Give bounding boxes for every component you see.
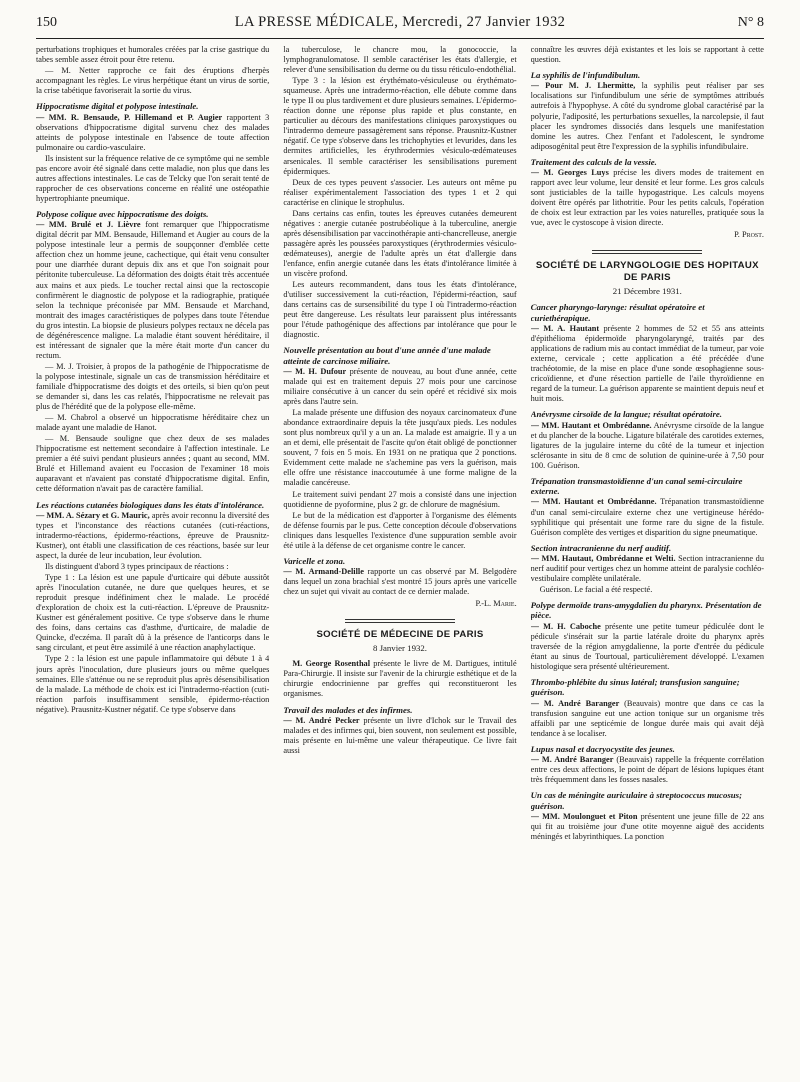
- authors: — M. André Pecker: [283, 715, 360, 725]
- paragraph: — MM. Brulé et J. Lièvre font remarquer que l'hippocratisme digital décrit par MM. Bensaude, Hillemand et Augier au cours de la polypose intestinale leur a permis de soupçonner d'emblée cette affection chez un homme jeune, cachectique, qui était venu consulter pour une diarrhée durant depuis dix ans et que l'on soignait pour péritonite tuberculeuse. La déformation des doigts était très accentuée aux mains et aux pieds. Le toucher rectal ainsi que la rectoscopie confirmèrent le diagnostic de polypose et la radiographie, pratiquée selon la technique préconisée par MM. Bensaude et Marchand, montrait des images caractéristiques de polypes dans toute l'étendue du gros intestin. La biopsie de plusieurs polypes rectaux ne décela pas de dégénérescence maligne. La maladie étant souvent héréditaire, il est intéressant de signaler que la mère était morte d'un cancer du rectum.: [36, 220, 270, 360]
- paragraph: — M. André Pecker présente un livre d'Ichok sur le Travail des malades et des infirmes qui, bien souvent, non seulement est possible, mais présente en lui-même une valeur thérapeutique. Ce livre fait aussi: [283, 715, 517, 755]
- paragraph: — MM. Hautant et Ombrédanne. Anévrysme cirsoïde de la langue et du plancher de la bouche. Ligature bilatérale des carotides externes, ligatures de la jugulaire interne du côté de la tumeur et injection sclérosante in situ de 8 cmc de solution de quinine-urée à 7,50 pour 100. Guérison.: [530, 420, 764, 470]
- paragraph: — M. A. Hautant présente 2 hommes de 52 et 55 ans atteints d'épithélioma épidermoïde pharyngolaryngé, traités par des applications de radium mis au contact immédiat de la tumeur, par voie externe, cervicale ; cette application a été précédée d'une trachéotomie, de la mise en place d'une sonde œsophagienne sous-cricoïdienne, et d'une résection partielle de l'aile thyroïdienne en regard de la tumeur. La guérison apparente se maintient depuis neuf et huit mois.: [530, 323, 764, 404]
- divider: [345, 619, 455, 620]
- paragraph: — M. H. Dufour présente de nouveau, au bout d'une année, cette malade qui est en traitement depuis 27 mois pour une carcinose miliaire consécutive à un cancer du sein opéré et récidivé six mois après dans l'autre sein.: [283, 366, 517, 407]
- page-number: 150: [36, 15, 57, 30]
- authors: — M. André Baranger: [530, 698, 620, 708]
- section-title: Les réactions cutanées biologiques dans les états d'intolérance.: [36, 499, 265, 510]
- paragraph: Guérison. Le facial a été respecté.: [539, 585, 653, 595]
- paragraph: — MM. Moulonguet et Piton présentent une jeune fille de 22 ans qui fit au troisième jour d'une otite moyenne aiguë des accidents méningés et labyrinthiques. La ponction: [530, 811, 764, 841]
- signature: P.-L. Marie.: [475, 599, 517, 609]
- paragraph: Le but de la médication est d'apporter à l'organisme des éléments de défense fournis par le pus. Cette conception découle d'observations cliniques dans lesquelles l'existence d'une suppuration semble avoir été utile à la défense de cet organisme contre le cancer.: [283, 510, 517, 550]
- authors: — M. André Baranger: [530, 755, 614, 765]
- paragraph: Les auteurs recommandent, dans tous les états d'intolérance, d'utiliser successivement la cuti-réaction, l'épidermi-réaction, sauf dans certains cas de sursensibilité du type I où l'intradermo-réaction peut être dangereuse. Les résultats leur paraissent plus intéressants pour l'étude pathogénique des affections par intolérance que pour le diagnostic.: [283, 280, 517, 340]
- authors: — M. Armand-Delille: [283, 567, 364, 577]
- signature: P. Prost.: [734, 230, 764, 240]
- paragraph: M. George Rosenthal présente le livre de M. Dartigues, intitulé Para-Chirurgie. Il insiste sur l'avenir de la chirurgie esthétique et de la chirurgie endocrinienne par greffes qui reconstitueront les organismes.: [283, 659, 517, 699]
- paragraph: Ils distinguent d'abord 3 types principaux de réactions :: [45, 562, 229, 572]
- issue-number: N° 8: [737, 15, 764, 30]
- paragraph: — M. J. Troisier, à propos de la pathogénie de l'hippocratisme de la polypose intestinale, signale un cas de transmission héréditaire et familiale d'hippocratisme des doigts et des orteils, si bien qu'on peut se demander si, dans les cas relatés, l'hippocratisme ne relevait pas plus de l'hérédité que de la polypose elle-même.: [36, 361, 270, 412]
- authors: — MM. Hautant et Ombrédanne.: [530, 420, 652, 430]
- paragraph: — M. H. Caboche présente une petite tumeur pédiculée dont le pédicule s'insérait sur la partie latérale droite du pharynx après traversée de la région amygdalienne, la porte d'entrée du pédicule étant au sinus de Tourtoual, particulièrement développé. L'examen histologique sera présenté ultérieurement.: [530, 621, 764, 671]
- section-title: Travail des malades et des infirmes.: [283, 704, 413, 715]
- section-title: Traitement des calculs de la vessie.: [530, 156, 657, 167]
- columns: [36, 45, 764, 1065]
- paragraph: — MM. Hautaut, Ombrédanne et Welti. Section intracranienne du nerf auditif pour vertiges chez un homme atteint de paralysie cochléo-vestibulaire complète unilatérale.: [530, 553, 764, 584]
- society-date: 21 Décembre 1931.: [612, 286, 682, 297]
- section-title: Thrombo-phlébite du sinus latéral; transfusion sanguine; guérison.: [530, 676, 740, 698]
- section-title: Varicelle et zona.: [283, 555, 346, 566]
- section-title: Polype dermoïde trans-amygdalien du pharynx. Présentation de pièce.: [530, 600, 762, 621]
- paragraph: Ils insistent sur la fréquence relative de ce symptôme qui ne semble pas encore avoir été signalé dans cette maladie, non plus que dans les autres affections intestinales. Le cas de Telcky que l'on serait tenté de rapprocher de ces observations concerne en réalité une ostéopathie hypertrophiante pneumique.: [36, 153, 270, 203]
- paragraph: — MM. Hautant et Ombrédanne. Trépanation transmastoïdienne d'un canal semi-circulaire externe chez une vertigineuse hérédo-syphilitique qui présentait une forme rare du signe de la fistule. Guérison complète des vertiges et disparition du signe pneumatique.: [530, 497, 764, 537]
- section-title: Nouvelle présentation au bout d'une année d'une malade atteinte de carcinose miliaire.: [283, 345, 491, 366]
- section-title: Cancer pharyngo-larynge: résultat opératoire et curiethérapique.: [530, 302, 705, 323]
- paragraph: la tuberculose, le chancre mou, la gonococcie, la lymphogranulomatose. Il semble caractériser les états d'allergie, et relever d'une sensibilisation du derme ou du tissu réticulo-endothélial.: [283, 45, 517, 75]
- authors: — MM. Brulé et J. Lièvre: [36, 220, 141, 230]
- section-title: Lupus nasal et dacryocystite des jeunes.: [530, 743, 675, 754]
- section-title: Un cas de méningite auriculaire à streptococcus mucosus; guérison.: [530, 790, 743, 811]
- header-rule: [36, 38, 764, 39]
- authors: — Pour M. J. Lhermitte,: [530, 81, 636, 91]
- paragraph: Le traitement suivi pendant 27 mois a consisté dans une injection quotidienne de pyoformine, plus 2 gr. de chlorure de magnésium.: [283, 489, 517, 509]
- section-title: Section intracranienne du nerf auditif.: [530, 542, 672, 553]
- paragraph: — M. Georges Luys précise les divers modes de traitement en rapport avec leur volume, leur densité et leur forme. Les gros calculs sont justiciables de la taille hypogastrique. Les calculs moyens doivent être opérés par lithotritie. Pour les petits calculs, l'opération de choix est leur extraction par les voies naturelles, pratiquée sous la vue, avec le cystoscope à vision directe.: [530, 168, 764, 228]
- authors: M. George Rosenthal: [292, 659, 371, 669]
- paragraph: Type 2 : la lésion est une papule inflammatoire qui débute 1 à 4 jours après l'inoculation, dure plusieurs jours ou même quelques semaines. Elle s'atténue ou ne se reproduit plus après désensibilisation de la malade. La méthode de choix est ici l'intradermo-réaction (cuti-réaction parfois insuffisamment sensible, épidermo-réaction négative). Prausnitz-Kustner négatif. Ce type s'observe dans: [36, 654, 270, 714]
- column-3: [531, 45, 764, 1065]
- paragraph: Dans certains cas enfin, toutes les épreuves cutanées demeurent négatives : anergie cutanée postrubéolique à la tuberculine, anergie après désensibilisation par vaccinothérapie anti-chancrelleuse, anergie passagère après les poussées paroxystiques (érythrodermies vésiculo-œdémateuses), anergie de l'adulte après un état d'allergie dans l'enfance, enfin anergie cutanée dans les états d'intolérance limitée à un viscère profond.: [283, 208, 517, 279]
- divider: [592, 253, 702, 254]
- paragraph: — MM. R. Bensaude, P. Hillemand et P. Augier rapportent 3 observations d'hippocratisme digital survenu chez des malades atteints de polypose intestinale en l'absence de toute affection pulmonaire ou cardio-vasculaire.: [36, 112, 270, 152]
- paragraph: Type 3 : la lésion est érythémato-vésiculeuse ou érythémato-squameuse. Après une intradermo-réaction, elle débute comme dans le type II ou plus tardivement et dure plusieurs semaines. L'épidermo-réaction donne une réponse plus rapide et plus constante, en particulier au décours des manifestations cliniques paroxystiques ou l'intradermo demeure passagèrement sans réponse. Prausnitz-Kustner négatif. Ce type s'observe dans les trichophyties et levurides, dans les dermites artificielles, les érythrodermies vésiculo-œdémateuses arsenicales. Il semble caractériser les sensibilisations purement épidermiques.: [283, 76, 517, 176]
- society-title: SOCIÉTÉ DE MÉDECINE DE PARIS: [316, 629, 484, 641]
- paragraph: La malade présente une diffusion des noyaux carcinomateux d'une abondance extraordinaire depuis la tête jusqu'aux pieds. Les nodules sont plus nombreux qu'il y a un an. La malade est amaigrie. Il y a un an et demi, elle présentait de l'ascite qu'on était obligé de ponctionner souvent, 7 fois en 5 mois. En 1931 on ne pratiqua que 2 ponctions. Evidemment cette malade ne s'achemine pas vers la guérison, mais elle offre une résistance inaccoutumée à une forme maligne de la maladie cancéreuse.: [283, 408, 517, 488]
- page-header: [36, 14, 764, 36]
- authors: — MM. Hautant et Ombrédanne.: [530, 497, 657, 507]
- paragraph: — M. Chabrol a observé un hippocratisme héréditaire chez un malade ayant une maladie de Hanot.: [36, 413, 270, 433]
- paragraph: Deux de ces types peuvent s'associer. Les auteurs ont même pu réaliser expérimentalement l'association des types 1 et 2 qui caractérise en clinique le strophulus.: [283, 177, 517, 207]
- paragraph: — M. Armand-Delille rapporte un cas observé par M. Belgodère dans lequel un zona brachial s'est montré 15 jours après une varicelle chez un sujet qui vivait au contact de ce dernier malade.: [283, 567, 517, 597]
- paragraph: — M. André Baranger (Beauvais) montre que dans ce cas la transfusion sanguine eut une action tonique sur un organisme très affaibli par une septicémie de longue durée mais qui avait déjà tendance à se localiser.: [530, 698, 764, 738]
- paragraph: — M. André Baranger (Beauvais) rappelle la fréquente corrélation entre ces deux affections, le point de départ de lésions lupiques étant très fréquemment dans les fosses nasales.: [530, 755, 764, 785]
- authors: — MM. R. Bensaude, P. Hillemand et P. Augier: [36, 112, 223, 122]
- paragraph: — M. Netter rapproche ce fait des éruptions d'herpès accompagnant les règles. Le virus herpétique étant un virus de sortie, la crise tabétique favoriserait la sortie du virus.: [36, 66, 270, 96]
- column-2: [283, 45, 516, 1065]
- paragraph: — Pour M. J. Lhermitte, la syphilis peut réaliser par ses localisations sur l'infundibulum une série de symptômes attribués autrefois à l'hypophyse. A côté du syndrome global caractérisé par la polyurie, l'adiposité, les perturbations sexuelles, la narcolepsie, il faut placer les syndromes dissociés dans lesquels une manifestation domine les autres. Chez l'enfant et l'adolescent, le syndrome adiposogénital peut être l'expression de la syphilis infundibulaire.: [530, 81, 764, 151]
- paragraph: — MM. A. Sézary et G. Mauric, après avoir reconnu la diversité des types et l'inconstance des réactions cutanées (cuti-réactions, intradermo-réactions, épidermo-réactions, épreuve de Prausnitz-Kustner), ont établi une classification de ces réactions, basée sur leur aspect, la durée de leur incubation, leur évolution.: [36, 510, 270, 560]
- divider: [592, 250, 702, 251]
- section-title: Trépanation transmastoïdienne d'un canal semi-circulaire externe.: [530, 475, 743, 497]
- authors: — M. Georges Luys: [530, 168, 609, 178]
- paragraph: Type 1 : La lésion est une papule d'urticaire qui débute aussitôt après l'inoculation cutanée, ne dure que quelques heures, et se reproduit presque indéfiniment chez le malade. Le procédé d'exploration de choix est la cuti-réaction. L'épreuve de Prausnitz-Kustner est généralement positive. Ce type s'observe dans le rhume des foins, dans certains cas d'asthme, d'urticaire, de maladie de Quincke, d'eczéma. Il paraît dû à la présence de l'anticorps dans le sang circulant, et peut être assimilé à une réaction anaphylactique.: [36, 573, 270, 653]
- authors: — MM. Hautaut, Ombrédanne et Welti.: [530, 553, 676, 563]
- section-title: La syphilis de l'infundibulum.: [530, 70, 641, 81]
- paragraph: — M. Bensaude souligne que chez deux de ses malades l'hippocratisme est nettement secondaire à l'affection intestinale. Le premier a été suivi pendant plusieurs années ; quant au second, MM. Brulé et Hillemand avaient eu l'occasion de l'examiner 18 mois auparavant et n'avaient pas constaté d'hippocratisme digital. Enfin, cette déformation n'avait pas de caractère familial.: [36, 434, 270, 494]
- divider: [345, 622, 455, 623]
- society-title: SOCIÉTÉ DE LARYNGOLOGIE DES HOPITAUX DE PARIS: [535, 260, 759, 284]
- section-title: Polypose colique avec hippocratisme des doigts.: [36, 208, 209, 219]
- section-title: Anévrysme cirsoïde de la langue; résultat opératoire.: [530, 409, 722, 420]
- authors: — MM. Moulonguet et Piton: [530, 811, 638, 821]
- authors: — M. H. Caboche: [530, 621, 601, 631]
- paragraph: connaître les œuvres déjà existantes et les lois se rapportant à cette question.: [530, 45, 764, 65]
- authors: — MM. A. Sézary et G. Mauric,: [36, 510, 150, 520]
- paragraph: perturbations trophiques et humorales créées par la crise gastrique du tabes semble assez étroit pour être retenu.: [36, 45, 270, 65]
- authors: — M. A. Hautant: [530, 323, 600, 333]
- society-date: 8 Janvier 1932.: [372, 643, 427, 654]
- column-1: [36, 45, 269, 1065]
- section-title: Hippocratisme digital et polypose intestinale.: [36, 101, 199, 112]
- journal-title: LA PRESSE MÉDICALE, Mercredi, 27 Janvier 1932: [234, 14, 566, 30]
- authors: — M. H. Dufour: [283, 366, 347, 376]
